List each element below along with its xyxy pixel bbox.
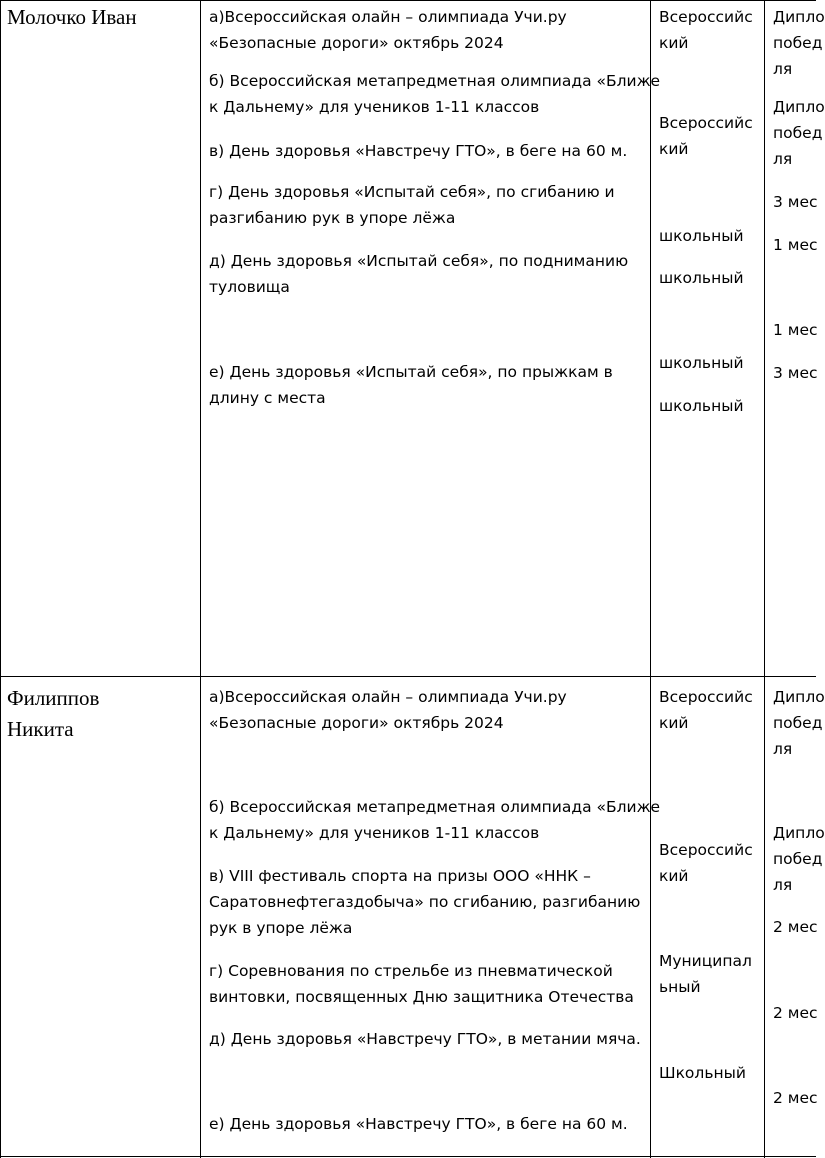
event-line: а)Всероссийская олайн – олимпиада Учи.ру	[209, 8, 567, 26]
table-border-bottom	[0, 1156, 816, 1157]
event-line: е) День здоровья «Навстречу ГТО», в беге на 60 м.	[209, 1115, 628, 1133]
event-item	[209, 179, 615, 231]
result-line: ля	[773, 60, 793, 78]
level-line: Всероссийс	[659, 114, 753, 132]
event-line: к Дальнему» для учеников 1-11 классов	[209, 98, 540, 116]
result-line: Дипло	[773, 98, 825, 116]
event-line: в) День здоровья «Навстречу ГТО», в беге на 60 м.	[209, 142, 628, 160]
result-item	[773, 232, 818, 258]
level-item	[659, 684, 753, 736]
student-name	[7, 2, 137, 33]
event-item	[209, 4, 567, 56]
event-line: туловища	[209, 278, 290, 296]
result-line: ля	[773, 740, 793, 758]
result-item	[773, 360, 818, 386]
result-item	[773, 914, 818, 940]
student-name-line: Филиппов	[7, 686, 100, 710]
event-line: «Безопасные дороги» октябрь 2024	[209, 34, 504, 52]
result-line: ля	[773, 150, 793, 168]
column-divider-3	[764, 0, 765, 1158]
level-line: Школьный	[659, 1064, 746, 1082]
result-item	[773, 684, 825, 762]
level-line: кий	[659, 714, 689, 732]
result-line: побед	[773, 34, 823, 52]
event-item	[209, 68, 660, 120]
event-item	[209, 1026, 641, 1052]
column-divider-1	[200, 0, 201, 1158]
result-line: Дипло	[773, 688, 825, 706]
result-line: 1 мес	[773, 321, 818, 339]
event-line: в) VIII фестиваль спорта на призы ООО «ННК –	[209, 867, 591, 885]
result-line: побед	[773, 850, 823, 868]
level-line: кий	[659, 867, 689, 885]
level-line: школьный	[659, 397, 744, 415]
student-name-line: Молочко Иван	[7, 5, 137, 29]
level-line: Всероссийс	[659, 841, 753, 859]
event-line: г) День здоровья «Испытай себя», по сгибанию и	[209, 183, 615, 201]
event-line: Саратовнефтегаздобыча» по сгибанию, разгибанию	[209, 893, 641, 911]
result-item	[773, 189, 818, 215]
event-line: винтовки, посвященных Дню защитника Отечества	[209, 988, 634, 1006]
event-item	[209, 794, 660, 846]
level-item	[659, 223, 744, 249]
level-item	[659, 837, 753, 889]
result-line: 1 мес	[773, 236, 818, 254]
event-line: е) День здоровья «Испытай себя», по прыжкам в	[209, 363, 613, 381]
event-item	[209, 958, 634, 1010]
level-line: ьный	[659, 978, 701, 996]
event-line: б) Всероссийская метапредметная олимпиада «Ближе	[209, 72, 661, 90]
level-line: школьный	[659, 269, 744, 287]
result-item	[773, 4, 825, 82]
event-item	[209, 138, 627, 164]
event-line: «Безопасные дороги» октябрь 2024	[209, 714, 504, 732]
result-item	[773, 317, 818, 343]
event-line: б) Всероссийская метапредметная олимпиада «Ближе	[209, 798, 661, 816]
level-line: кий	[659, 140, 689, 158]
event-item	[209, 359, 613, 411]
result-line: побед	[773, 124, 823, 142]
level-line: Всероссийс	[659, 688, 753, 706]
event-item	[209, 1111, 628, 1137]
event-item	[209, 684, 567, 736]
event-line: а)Всероссийская олайн – олимпиада Учи.ру	[209, 688, 567, 706]
result-line: побед	[773, 714, 823, 732]
result-item	[773, 1085, 818, 1111]
result-item	[773, 1000, 818, 1026]
row-divider	[0, 676, 816, 677]
result-line: 2 мес	[773, 1004, 818, 1022]
result-line: 2 мес	[773, 1089, 818, 1107]
event-line: длину с места	[209, 389, 326, 407]
result-item	[773, 820, 825, 898]
level-item	[659, 110, 753, 162]
level-line: Всероссийс	[659, 8, 753, 26]
column-divider-2	[650, 0, 651, 1158]
result-line: 3 мес	[773, 193, 818, 211]
level-item	[659, 265, 744, 291]
level-item	[659, 1060, 746, 1086]
level-line: Муниципал	[659, 952, 752, 970]
event-line: г) Соревнования по стрельбе из пневматической	[209, 962, 613, 980]
event-line: к Дальнему» для учеников 1-11 классов	[209, 824, 540, 842]
level-line: кий	[659, 34, 689, 52]
event-line: д) День здоровья «Испытай себя», по подниманию	[209, 252, 629, 270]
student-name-line: Никита	[7, 717, 74, 741]
result-item	[773, 94, 825, 172]
level-item	[659, 4, 753, 56]
table-border-top	[0, 0, 816, 1]
level-item	[659, 393, 744, 419]
table-border-left	[0, 0, 1, 1158]
level-item	[659, 350, 744, 376]
level-line: школьный	[659, 227, 744, 245]
result-line: ля	[773, 876, 793, 894]
event-item	[209, 248, 628, 300]
result-line: Дипло	[773, 824, 825, 842]
level-line: школьный	[659, 354, 744, 372]
level-item	[659, 948, 752, 1000]
event-item	[209, 863, 640, 941]
result-line: 2 мес	[773, 918, 818, 936]
student-name	[7, 683, 99, 745]
result-line: 3 мес	[773, 364, 818, 382]
event-line: рук в упоре лёжа	[209, 919, 353, 937]
result-line: Дипло	[773, 8, 825, 26]
event-line: разгибанию рук в упоре лёжа	[209, 209, 456, 227]
event-line: д) День здоровья «Навстречу ГТО», в метании мяча.	[209, 1030, 641, 1048]
